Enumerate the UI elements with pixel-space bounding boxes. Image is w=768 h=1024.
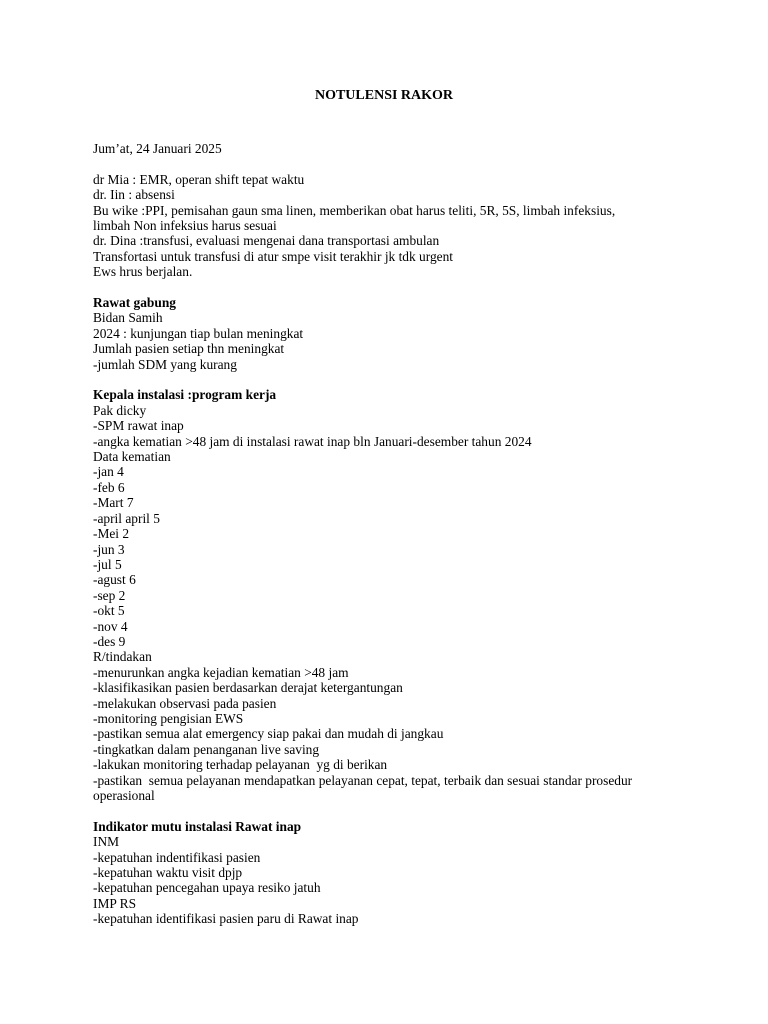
- rawat-gabung-line: Bidan Samih: [93, 310, 163, 326]
- document-title: NOTULENSI RAKOR: [314, 88, 454, 103]
- action-item: -pastikan semua alat emergency siap pakai dan mudah di jangkau: [93, 726, 444, 742]
- spacer: [93, 803, 693, 818]
- opening-line: Transfortasi untuk transfusi di atur smpe visit terakhir jk tdk urgent: [93, 248, 454, 264]
- indikator-mutu-line: INM: [93, 834, 120, 850]
- action-item: -lakukan monitoring terhadap pelayanan yg di berikan: [93, 757, 388, 773]
- death-data-item: -jun 3: [93, 541, 125, 557]
- opening-line: dr. Dina :transfusi, evaluasi mengenai dana transportasi ambulan: [93, 233, 440, 249]
- death-data-item: -Mei 2: [93, 526, 130, 542]
- opening-line: dr Mia : EMR, operan shift tepat waktu: [93, 171, 305, 187]
- indikator-mutu-line: -kepatuhan identifikasi pasien paru di Rawat inap: [93, 911, 359, 927]
- section-heading-rawat-gabung: Rawat gabung: [93, 295, 176, 311]
- kepala-instalasi-line: Data kematian: [93, 449, 171, 465]
- opening-line: Bu wike :PPI, pemisahan gaun sma linen, memberikan obat harus teliti, 5R, 5S, limbah infeksius,: [93, 202, 616, 218]
- section-heading-indikator-mutu: Indikator mutu instalasi Rawat inap: [93, 818, 302, 834]
- indikator-mutu-line: -kepatuhan pencegahan upaya resiko jatuh: [93, 880, 321, 896]
- spacer: [93, 372, 693, 387]
- death-data-item: -feb 6: [93, 479, 125, 495]
- death-data-item: -agust 6: [93, 572, 136, 588]
- death-data-item: -des 9: [93, 633, 126, 649]
- document-page: [93, 88, 693, 927]
- rawat-gabung-line: 2024 : kunjungan tiap bulan meningkat: [93, 325, 304, 341]
- kepala-instalasi-line: Pak dicky: [93, 402, 147, 418]
- opening-line: Ews hrus berjalan.: [93, 264, 193, 280]
- death-data-item: -sep 2: [93, 587, 126, 603]
- action-item: -menurunkan angka kejadian kematian >48 jam: [93, 664, 349, 680]
- meeting-date: Jum’at, 24 Januari 2025: [93, 141, 222, 156]
- action-item: -melakukan observasi pada pasien: [93, 695, 277, 711]
- rawat-gabung-line: Jumlah pasien setiap thn meningkat: [93, 341, 285, 357]
- death-data-item: -nov 4: [93, 618, 128, 634]
- indikator-mutu-line: -kepatuhan waktu visit dpjp: [93, 865, 243, 881]
- spacer: [93, 156, 693, 171]
- kepala-instalasi-line: -angka kematian >48 jam di instalasi rawat inap bln Januari-desember tahun 2024: [93, 433, 532, 449]
- rawat-gabung-line: -jumlah SDM yang kurang: [93, 356, 237, 372]
- death-data-item: -Mart 7: [93, 495, 134, 511]
- kepala-instalasi-line: -SPM rawat inap: [93, 418, 184, 434]
- opening-line: dr. Iin : absensi: [93, 187, 175, 203]
- action-item: operasional: [93, 788, 155, 804]
- action-item: -tingkatkan dalam penanganan live saving: [93, 741, 320, 757]
- spacer: [93, 280, 693, 295]
- action-item: -klasifikasikan pasien berdasarkan derajat ketergantungan: [93, 680, 403, 696]
- death-data-item: -jan 4: [93, 464, 124, 480]
- action-item: -pastikan semua pelayanan mendapatkan pelayanan cepat, tepat, terbaik dan sesuai standar prosedur: [93, 772, 633, 788]
- indikator-mutu-line: IMP RS: [93, 895, 137, 911]
- section-heading-kepala-instalasi: Kepala instalasi :program kerja: [93, 387, 277, 403]
- action-item: -monitoring pengisian EWS: [93, 710, 244, 726]
- indikator-mutu-line: -kepatuhan indentifikasi pasien: [93, 849, 261, 865]
- opening-line: limbah Non infeksius harus sesuai: [93, 218, 277, 234]
- death-data-item: -april april 5: [93, 510, 160, 526]
- death-data-item: -jul 5: [93, 556, 122, 572]
- death-data-item: -okt 5: [93, 603, 125, 619]
- kepala-instalasi-line: R/tindakan: [93, 649, 152, 665]
